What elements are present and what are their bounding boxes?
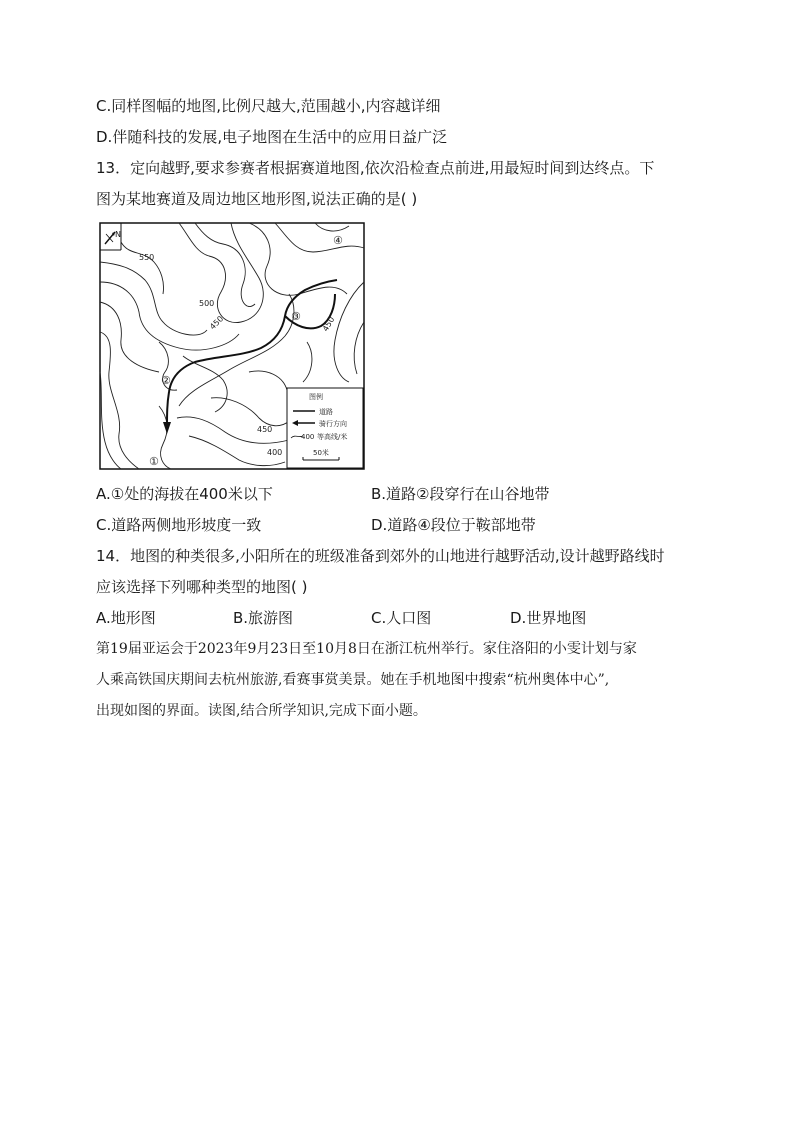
q14-option-c[interactable]: C.人口图 [371, 609, 432, 627]
checkpoint-2: ② [161, 374, 171, 387]
q14-stem-line2: 应该选择下列哪种类型的地图( ) [96, 578, 308, 596]
north-label: N [115, 230, 121, 239]
option-d-statement: D.伴随科技的发展,电子地图在生活中的应用日益广泛 [96, 128, 448, 146]
option-c-statement: C.同样图幅的地图,比例尺越大,范围越小,内容越详细 [96, 97, 441, 115]
contour-label-500: 500 [199, 299, 215, 308]
legend-direction: 骑行方向 [319, 420, 347, 428]
q13-option-d[interactable]: D.道路④段位于鞍部地带 [371, 516, 536, 534]
passage-line2: 人乘高铁国庆期间去杭州旅游,看赛事赏美景。她在手机地图中搜索“杭州奥体中心”, [96, 672, 610, 688]
contour-label-450-a: 450 [208, 314, 226, 332]
q13-option-a[interactable]: A.①处的海拔在400米以下 [96, 485, 273, 503]
q13-option-c[interactable]: C.道路两侧地形坡度一致 [96, 516, 262, 534]
legend-title: 图例 [309, 393, 323, 401]
legend-contour-value: 400 [301, 433, 315, 441]
contour-label-450-c: 450 [257, 425, 273, 434]
q14-stem-line1: 14．地图的种类很多,小阳所在的班级准备到郊外的山地进行越野活动,设计越野路线时 [96, 547, 665, 565]
q13-stem-line1: 13．定向越野,要求参赛者根据赛道地图,依次沿检查点前进,用最短时间到达终点。下 [96, 159, 655, 177]
legend-contour: 等高线/米 [317, 433, 348, 441]
q14-option-b[interactable]: B.旅游图 [233, 609, 294, 627]
contour-label-550: 550 [139, 253, 155, 262]
map-legend [287, 388, 363, 468]
legend-road: 道路 [319, 408, 333, 416]
checkpoint-4: ④ [333, 234, 343, 247]
contour-label-450-b: 450 [320, 315, 337, 333]
legend-scale-label: 50米 [313, 449, 329, 457]
q14-option-d[interactable]: D.世界地图 [510, 609, 587, 627]
q14-option-a[interactable]: A.地形图 [96, 609, 156, 627]
passage-line3: 出现如图的界面。读图,结合所学知识,完成下面小题。 [96, 703, 427, 719]
topographic-map [99, 222, 365, 470]
passage-line1: 第19届亚运会于2023年9月23日至10月8日在浙江杭州举行。家住洛阳的小雯计划与家 [96, 641, 637, 657]
checkpoint-3: ③ [291, 310, 301, 323]
contour-label-400: 400 [267, 448, 283, 457]
q13-stem-line2: 图为某地赛道及周边地区地形图,说法正确的是( ) [96, 190, 418, 208]
checkpoint-1: ① [149, 455, 159, 468]
q13-option-b[interactable]: B.道路②段穿行在山谷地带 [371, 485, 550, 503]
